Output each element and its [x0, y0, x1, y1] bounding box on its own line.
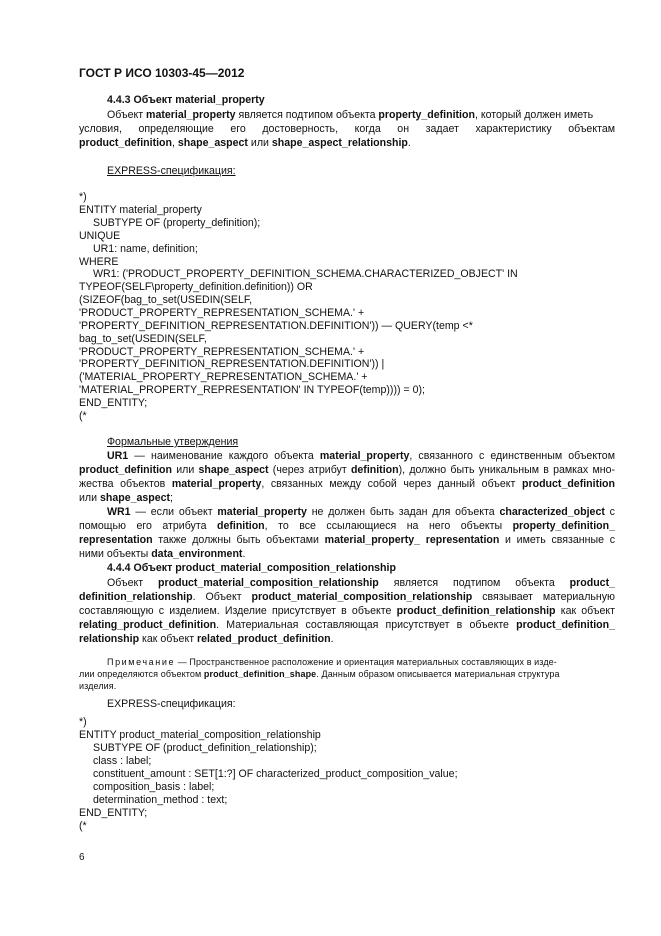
section-heading-4-4-3: 4.4.3 Объект material_property — [107, 94, 265, 106]
formal-statements-label: Формальные утверждения — [107, 436, 239, 448]
ur1-line: жества объектов material_property, связанных между собой через данный объект product_definition — [79, 478, 615, 490]
paragraph-line: product_definition, shape_aspect или shape_aspect_relationship. — [79, 137, 411, 149]
code-line: SUBTYPE OF (product_definition_relationship); — [93, 742, 317, 754]
paragraph-line: составляющую с изделием. Изделие присутствует в объекте product_definition_relationship как объект — [79, 605, 615, 617]
code-line: SUBTYPE OF (property_definition); — [93, 217, 261, 229]
code-line: WR1: ('PRODUCT_PROPERTY_DEFINITION_SCHEMA.CHARACTERIZED_OBJECT' IN — [93, 268, 518, 280]
code-line: WHERE — [79, 256, 119, 268]
page-number: 6 — [79, 852, 85, 863]
code-line: (* — [79, 820, 87, 832]
wr1-line: WR1 — если объект material_property не должен быть задан для объекта characterized_object с — [107, 506, 615, 518]
code-line: 'PROPERTY_DEFINITION_REPRESENTATION.DEFINITION')) — QUERY(temp <* — [79, 320, 473, 332]
code-line: 'PRODUCT_PROPERTY_REPRESENTATION_SCHEMA.' + — [79, 307, 365, 319]
ur1-line: или shape_aspect; — [79, 492, 173, 504]
express-spec-label: EXPRESS-спецификация: — [107, 165, 236, 177]
code-line: UR1: name, definition; — [93, 243, 198, 255]
code-line: END_ENTITY; — [79, 397, 148, 409]
code-line: ENTITY product_material_composition_relationship — [79, 729, 321, 741]
code-line: UNIQUE — [79, 230, 121, 242]
code-line: ENTITY material_property — [79, 204, 202, 216]
code-line: 'PRODUCT_PROPERTY_REPRESENTATION_SCHEMA.' + — [79, 346, 365, 358]
code-line: determination_method : text; — [93, 794, 228, 806]
code-line: *) — [79, 191, 87, 203]
document-header: ГОСТ Р ИСО 10303-45—2012 — [79, 66, 245, 80]
paragraph-line: relationship как объект related_product_definition. — [79, 633, 334, 645]
code-line: class : label; — [93, 755, 152, 767]
paragraph-line: relating_product_definition. Материальная составляющая присутствует в объекте product_definition_ — [79, 619, 615, 631]
paragraph-line: definition_relationship. Объект product_material_composition_relationship связывает материальную — [79, 591, 615, 603]
code-line: (* — [79, 410, 87, 422]
ur1-line: product_definition или shape_aspect (через атрибут definition), должно быть уникальным в рамках мно- — [79, 464, 615, 476]
code-line: *) — [79, 716, 87, 728]
express-spec-label: EXPRESS-спецификация: — [107, 698, 236, 710]
code-line: (SIZEOF(bag_to_set(USEDIN(SELF, — [79, 294, 253, 306]
code-line: TYPEOF(SELF\property_definition.definition)) OR — [79, 281, 313, 293]
code-line: 'MATERIAL_PROPERTY_REPRESENTATION' IN TYPEOF(temp)))) = 0); — [79, 384, 425, 396]
code-line: END_ENTITY; — [79, 807, 148, 819]
code-line: 'PROPERTY_DEFINITION_REPRESENTATION.DEFINITION')) | — [79, 358, 385, 370]
wr1-line: ними объекты data_environment. — [79, 548, 246, 560]
ur1-line: UR1 — наименование каждого объекта material_property, связанного с единственным объектом — [107, 450, 615, 462]
wr1-line: помощью его атрибута definition, то все ссылающиеся на него объекты property_definition_ — [79, 520, 615, 532]
note-line: Примечание — Пространственное расположение и ориентация материальных составляющих в изде- — [107, 657, 557, 667]
paragraph-line: Объект product_material_composition_relationship является подтипом объекта product_ — [107, 577, 615, 589]
code-line: constituent_amount : SET[1:?] OF characterized_product_composition_value; — [93, 768, 458, 780]
code-line: ('MATERIAL_PROPERTY_REPRESENTATION_SCHEMA.' + — [79, 371, 368, 383]
paragraph-line: условия, определяющие его достоверность, когда он задает характеристику объектам — [79, 123, 615, 135]
code-line: bag_to_set(USEDIN(SELF, — [79, 333, 207, 345]
section-heading-4-4-4: 4.4.4 Объект product_material_composition_relationship — [107, 562, 396, 574]
wr1-line: representation также должны быть объектами material_property_ representation и иметь связанные с — [79, 534, 615, 546]
note-line: лии определяются объектом product_definition_shape. Данным образом описывается материальная структура — [79, 669, 560, 679]
note-line: изделия. — [79, 681, 117, 691]
code-line: composition_basis : label; — [93, 781, 215, 793]
paragraph-line: Объект material_property является подтипом объекта property_definition, который должен иметь — [107, 109, 594, 121]
